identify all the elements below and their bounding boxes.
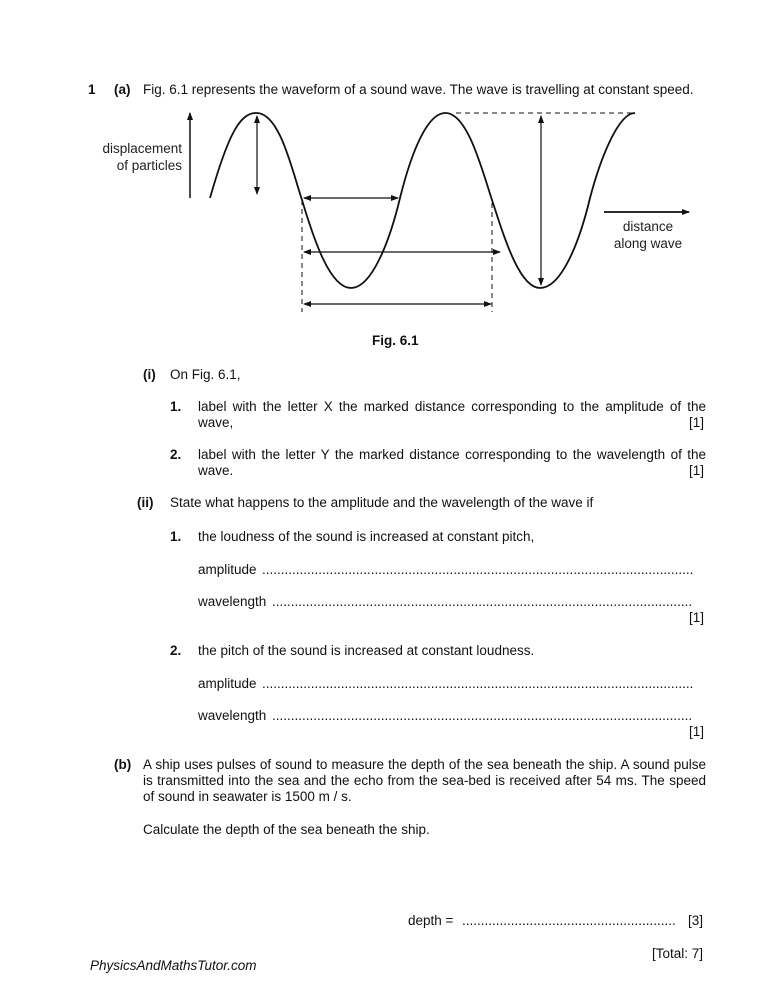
answer-wavelength-2-line[interactable]: ................................................................................................................ (272, 708, 693, 723)
part-ii-item1-mark: [1] (689, 610, 705, 625)
y-axis-label-line2: of particles (116, 158, 182, 173)
part-b-mark: [3] (688, 913, 704, 928)
answer-wavelength-2-label: wavelength (198, 708, 267, 723)
part-b-line2: is transmitted into the sea and the echo from the sea-bed is received after 54 ms. The speed (143, 773, 706, 788)
figure-caption: Fig. 6.1 (372, 333, 419, 348)
part-ii-item2-text: the pitch of the sound is increased at constant loudness. (198, 643, 535, 658)
question-number: 1 (88, 82, 96, 97)
part-i-item1-number: 1. (170, 399, 182, 414)
x-axis-label-line2: along wave (613, 236, 683, 251)
depth-answer-label: depth = (408, 913, 454, 928)
part-ii-item1-number: 1. (170, 529, 182, 544)
part-i-item2-mark: [1] (689, 463, 705, 478)
part-b-instruction: Calculate the depth of the sea beneath the ship. (143, 822, 430, 837)
part-ii-label: (ii) (137, 495, 154, 510)
part-ii-item2-mark: [1] (689, 724, 705, 739)
part-i-label: (i) (143, 367, 156, 382)
part-b-label: (b) (114, 757, 132, 772)
part-ii-intro: State what happens to the amplitude and the wavelength of the wave if (170, 495, 594, 510)
part-i-item2-number: 2. (170, 447, 182, 462)
part-b-line3: of sound in seawater is 1500 m / s. (143, 789, 352, 804)
total-marks: [Total: 7] (652, 946, 704, 961)
answer-wavelength-1-line[interactable]: ................................................................................................................ (272, 594, 693, 609)
part-i-item1-line1: label with the letter X the marked distance corresponding to the amplitude of the (198, 399, 706, 414)
answer-amplitude-1-line[interactable]: ................................................................................................................... (262, 562, 694, 577)
part-i-intro: On Fig. 6.1, (170, 367, 241, 382)
answer-amplitude-2-label: amplitude (198, 676, 257, 691)
part-ii-item2-number: 2. (170, 643, 182, 658)
answer-amplitude-2-line[interactable]: ................................................................................................................... (262, 676, 694, 691)
part-i-item1-mark: [1] (689, 415, 705, 430)
footer-watermark: PhysicsAndMathsTutor.com (90, 958, 257, 973)
depth-answer-line[interactable]: ......................................................... (462, 913, 676, 928)
part-b-line1: A ship uses pulses of sound to measure the depth of the sea beneath the ship. A sound pulse (143, 757, 706, 772)
part-i-item2-line1: label with the letter Y the marked distance corresponding to the wavelength of the (198, 447, 706, 462)
waveform-curve (210, 113, 635, 288)
part-i-item1-line2: wave, (198, 415, 234, 430)
answer-wavelength-1-label: wavelength (198, 594, 267, 609)
part-a-intro: Fig. 6.1 represents the waveform of a sound wave. The wave is travelling at constant speed. (143, 82, 694, 97)
y-axis-label-line1: displacement (102, 141, 182, 156)
answer-amplitude-1-label: amplitude (198, 562, 257, 577)
part-i-item2-line2: wave. (198, 463, 234, 478)
part-ii-item1-text: the loudness of the sound is increased at constant pitch, (198, 529, 535, 544)
x-axis-label-line1: distance (622, 219, 674, 234)
waveform-figure (0, 100, 768, 340)
part-a-label: (a) (114, 82, 131, 97)
